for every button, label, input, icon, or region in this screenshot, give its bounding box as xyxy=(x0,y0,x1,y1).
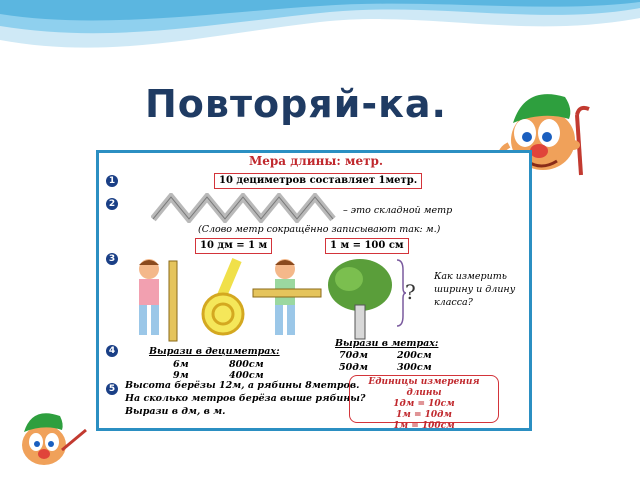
section-number-2: 2 xyxy=(106,198,118,210)
question-line-2: ширину и длину xyxy=(434,284,516,295)
exercise-meters-b1: 200см xyxy=(397,350,432,361)
folding-ruler-icon xyxy=(151,193,341,223)
boy-with-meter-stick-icon xyxy=(249,255,324,345)
exercise-decimeters-b2: 400см xyxy=(229,370,264,381)
task-line-2: На сколько метров берёза выше рябины? xyxy=(125,393,366,404)
question-mark: ? xyxy=(405,280,416,304)
units-box xyxy=(349,375,499,431)
tape-measure-icon xyxy=(199,258,249,338)
units-title: Единицы измерения длины xyxy=(368,377,480,398)
units-line-2: 1м = 10дм xyxy=(396,410,452,420)
exercise-meters-a1: 70дм xyxy=(339,350,368,361)
lesson-card xyxy=(96,150,532,431)
boy-with-ruler-icon xyxy=(125,255,185,345)
folding-ruler-caption: – это складной метр xyxy=(343,205,453,216)
units-line-1: 1дм = 10см xyxy=(393,399,455,409)
question-line-1: Как измерить xyxy=(434,271,507,282)
exercise-meters-a2: 50дм xyxy=(339,362,368,373)
exercise-decimeters-b1: 800см xyxy=(229,359,264,370)
mascot-small-icon xyxy=(12,400,92,475)
exercise-meters-title: Вырази в метрах: xyxy=(335,338,439,349)
slide-title: Повторяй-ка. xyxy=(145,82,447,126)
section-number-1: 1 xyxy=(106,175,118,187)
exercise-decimeters-a1: 6м xyxy=(173,359,189,370)
tree-icon xyxy=(325,255,395,343)
question-line-3: класса? xyxy=(434,297,473,308)
task-line-1: Высота берёзы 12м, а рябины 8метров. xyxy=(125,380,360,391)
definition-box: 10 дециметров составляет 1метр. xyxy=(214,173,422,189)
exercise-decimeters-title: Вырази в дециметрах: xyxy=(149,346,280,357)
exercise-decimeters-a2: 9м xyxy=(173,370,189,381)
section-number-5: 5 xyxy=(106,383,118,395)
exercise-meters-b2: 300см xyxy=(397,362,432,373)
section-number-4: 4 xyxy=(106,345,118,357)
equation-box-right: 1 м = 100 см xyxy=(325,238,409,254)
abbreviation-note: (Слово метр сокращённо записывают так: м.) xyxy=(198,224,441,235)
task-line-3: Вырази в дм, в м. xyxy=(125,406,226,417)
section-number-3: 3 xyxy=(106,253,118,265)
card-heading: Мера длины: метр. xyxy=(249,154,384,168)
units-line-3: 1м = 100см xyxy=(393,421,455,431)
equation-box-left: 10 дм = 1 м xyxy=(195,238,272,254)
